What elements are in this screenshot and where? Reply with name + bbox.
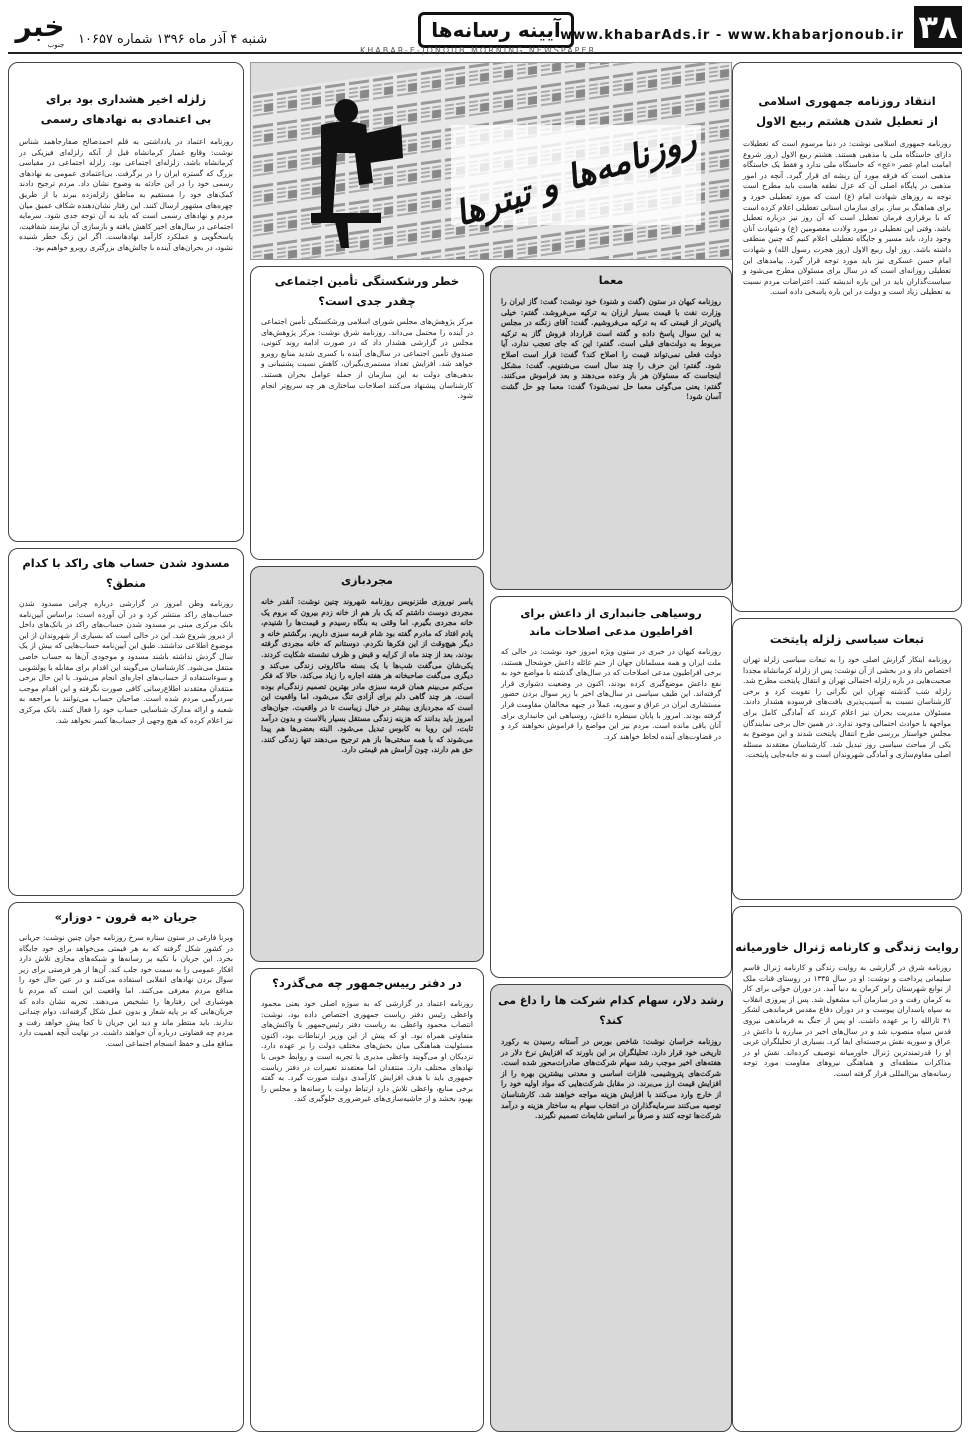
article-box-a6 (490, 984, 732, 1432)
article-title-a2: تبعات سیاسی زلزله پایتخت (769, 632, 925, 646)
article-box-a7 (250, 266, 484, 560)
article-body-a8: یاسر نوروزی طنزنویس روزنامه شهروند چنین نوشت: آنقدر خانه مجردی دوست داشتم که یک بار هم از خانه زدم بیرون که بروم یک خانه مجردی بگیرم. اما وقتی به بنگاه رسیدم و قیمت‌ها را شنیدم، یادم افتاد که مادرم گفته بود شام قرمه سبزی داریم. برگشتم خانه و دیگر هیچ‌وقت از این فکرها نکردم. دوستانم که خانه مجردی گرفته بودند، بعد از چند ماه از کرایه و قبض و ظرف نشسته شکایت کردند. یکی‌شان می‌گفت شب‌ها با یک بسته ماکارونی زندگی می‌کند و دیگری می‌گفت صاحبخانه هر هفته اجاره را زیاد می‌کند. حالا که فکر می‌کنم می‌بینم همان قرمه سبزی مادر بهترین تصمیم زندگی‌ام بوده است. هر چند گاهی دلم برای آزادی تنگ می‌شود، اما واقعیت این است که مجردبازی بیشتر در خیال زیباست تا در واقعیت. جوان‌های امروز باید بدانند که هزینه زندگی مستقل بسیار بالاست و بدون درآمد ثابت، این رویا به کابوس تبدیل می‌شود. البته بعضی‌ها هم پیدا می‌شوند که با همه سختی‌ها باز هم ترجیح می‌دهند تنها زندگی کنند. حق هم دارند، چون آرامش هم قیمتی دارد. (261, 597, 473, 755)
article-box-a4 (490, 266, 732, 590)
article-title-a7-line2: چقدر جدی است؟ (318, 294, 416, 308)
article-box-a5 (490, 596, 732, 978)
logo-text: خبر (15, 10, 65, 43)
article-body-a2: روزنامه ابتکار گزارش اصلی خود را به تبعات سیاسی زلزله تهران اختصاص داد و در بخشی از آن نوشت: پس از زلزله کرمانشاه مجددا صحبت‌هایی در باره زلزله احتمالی تهران و انتقال پایتخت مطرح شد. زلزله شب گذشته تهران این نگرانی را تقویت کرد و برخی کارشناسان نسبت به آسیب‌پذیری بافت‌های فرسوده هشدار دادند. مسئولان مدیریت بحران نیز اعلام کردند که آمادگی کامل برای مواجهه با حوادث احتمالی وجود ندارد. در همین حال برخی نمایندگان مجلس خواستار بررسی طرح انتقال پایتخت شدند و این موضوع به یکی از مباحث سیاسی روز تبدیل شد. کارشناسان معتقدند مسئله اصلی مقاوم‌سازی و آمادگی شهروندان است و نه جابه‌جایی پایتخت. (743, 655, 951, 760)
logo-sub-text: جنوب (47, 41, 65, 49)
article-title-a7-line1: خطر ورشکستگی تأمین اجتماعی (274, 274, 460, 288)
article-title-a4: معما (598, 274, 624, 287)
article-body-a5: روزنامه کیهان در خبری در ستون ویژه امروز خود نوشت: در حالی که ملت ایران و همه مسلمانان جهان از ختم غائله داعش خوشحال هستند، برخی افراطیون مدعی اصلاحات که در سال‌های گذشته با مواضع خود به نفع داعش موضع‌گیری کرده بودند، اکنون در وضعیت دشواری قرار گرفته‌اند. این طیف سیاسی در سال‌های اخیر با زیر سوال بردن حضور مستشاری ایران در عراق و سوریه، عملاً در جبهه مخالفان مقاومت قرار گرفته بودند. امروز با پایان سیطره داعش، روسیاهی این جانبداری برای آنان باقی مانده است. مردم نیز این مواضع را فراموش نخواهند کرد و در قضاوت‌های آینده لحاظ خواهند کرد. (501, 647, 721, 741)
article-body-a7: مرکز پژوهش‌های مجلس شورای اسلامی ورشکستگی تأمین اجتماعی در آینده را محتمل می‌داند. روزنامه شرق نوشت: مرکز پژوهش‌های مجلس در گزارشی هشدار داد که در صورت ادامه روند کنونی، صندوق تأمین اجتماعی در سال‌های آینده با کسری شدید منابع روبرو خواهد شد. افزایش تعداد مستمری‌بگیران، کاهش نسبت پشتیبانی و بدهی‌های دولت به این سازمان از جمله عوامل بحران هستند. کارشناسان پیشنهاد می‌کنند اصلاحات ساختاری هر چه سریع‌تر انجام شود. (261, 317, 473, 401)
article-title-a9: در دفتر رییس‌جمهور چه می‌گذرد؟ (272, 976, 462, 990)
article-title-a11: مسدود شدن حساب های راکد با کدام منطق؟ (22, 556, 230, 590)
article-body-a9: روزنامه اعتماد در گزارشی که به سوژه اصلی خود یعنی محمود واعظی رئیس دفتر ریاست جمهوری اختصاص داده بود، نوشت: انتصاب محمود واعظی به ریاست دفتر رئیس‌جمهور با واکنش‌های متفاوتی همراه بود. او که پیش از این وزیر ارتباطات بود، اکنون مسئولیت هماهنگی میان بخش‌های مختلف دولت را بر عهده دارد. نزدیکان او می‌گویند واعظی مدیری با تجربه است و روابط خوبی با نهادهای مختلف دارد. منتقدان اما معتقدند تغییرات در دفتر ریاست جمهوری باید با هدف افزایش کارآمدی دولت صورت گیرد. به گفته برخی منابع، واعظی تلاش دارد ارتباط دولت با رسانه‌ها و مجلس را بهبود بخشد و از حاشیه‌سازی‌های غیرضروری جلوگیری کند. (261, 999, 473, 1104)
article-title-a1-line1: انتقاد روزنامه جمهوری اسلامی (758, 94, 936, 108)
banner-image (250, 62, 732, 260)
article-title-a10-line1: زلزله اخیر هشداری بود برای (45, 92, 207, 106)
article-body-a6: روزنامه خراسان نوشت: شاخص بورس در آستانه رسیدن به رکورد تاریخی خود قرار دارد. تحلیلگران بر این باورند که افزایش نرخ دلار در هفته‌های اخیر موجب رشد سهام شرکت‌های صادرات‌محور شده است. شرکت‌های پتروشیمی، فلزات اساسی و معدنی بیشترین بهره را از افزایش قیمت ارز می‌برند. در مقابل شرکت‌هایی که مواد اولیه خود را از خارج وارد می‌کنند با افزایش هزینه مواجه خواهند شد. کارشناسان توصیه می‌کنند سرمایه‌گذاران در انتخاب سهام به ساختار هزینه و درآمد شرکت‌ها توجه کنند و صرفاً بر اساس شایعات تصمیم نگیرند. (501, 1037, 721, 1121)
page-number: ۳۸ (914, 6, 962, 48)
newspaper-logo (8, 6, 72, 50)
article-title-a8: مجردبازی (341, 574, 393, 587)
article-title-a6: رشد دلار، سهام کدام شرکت ها را داغ می کند؟ (498, 994, 724, 1027)
article-box-a10 (8, 62, 244, 542)
article-box-a11 (8, 548, 244, 896)
article-body-a10: روزنامه اعتماد در یادداشتی به قلم احمدصالح صفارجاهمد شناس نوشت: وقایع غمبار کرمانشاه قبل از آنکه زلزله‌ای فیزیکی در کرمانشاه باشد، زلزله‌ای اجتماعی بود. زلزله اجتماعی در مقیاسی بزرگ که گستره ایران را در برگرفت. بی‌اعتمادی عمومی به نهادهای رسمی خود را در این حادثه به وضوح نشان داد. مردم ترجیح دادند کمک‌های خود را مستقیم به مناطق زلزله‌زده ببرند یا از طریق چهره‌های مشهور ارسال کنند. این رفتار نشان‌دهنده شکاف عمیق میان مردم و نهادهای رسمی است که باید به آن توجه جدی شود. سرمایه اجتماعی در سال‌های اخیر کاهش یافته و بازسازی آن نیازمند شفافیت، پاسخگویی و عملکرد کارآمد نهادهاست. اگر این زنگ خطر شنیده نشود، در بحران‌های آینده با چالش‌های بزرگتری روبرو خواهیم بود. (19, 137, 233, 252)
article-box-a12 (8, 902, 244, 1432)
website-urls[interactable]: www.khabarAds.ir - www.khabarjonoub.ir (560, 28, 904, 43)
article-title-a10-line2: بی اعتمادی به نهادهای رسمی (40, 112, 212, 126)
article-box-a9 (250, 968, 484, 1432)
article-box-a8 (250, 566, 484, 962)
article-box-a2 (732, 618, 962, 900)
banner-caption: روزنامه‌ها و تیترها (450, 119, 702, 235)
article-title-a3: روایت زندگی و کارنامه ژنرال خاورمیانه (735, 940, 959, 954)
article-body-a3: روزنامه شرق در گزارشی به روایت زندگی و کارنامه ژنرال قاسم سلیمانی پرداخت و نوشت: او در سال ۱۳۳۵ در روستای قنات ملک از توابع شهرستان رابر کرمان به دنیا آمد. در دوران جوانی برای کار به کرمان رفت و در سازمان آب مشغول شد. پس از پیروزی انقلاب به سپاه پاسداران پیوست و در دوران دفاع مقدس فرماندهی لشکر ۴۱ ثارالله را بر عهده داشت. او پس از جنگ به فرماندهی نیروی قدس سپاه منصوب شد و در سال‌های اخیر در مبارزه با داعش در عراق و سوریه نقش برجسته‌ای ایفا کرد. بسیاری از تحلیلگران غربی او را قدرتمندترین ژنرال خاورمیانه توصیف کرده‌اند. نقش او در مذاکرات منطقه‌ای و هماهنگی نیروهای مقاومت مورد توجه رسانه‌های بین‌المللی قرار گرفته است. (743, 963, 951, 1078)
article-body-a11: روزنامه وطن امروز در گزارشی درباره چرایی مسدود شدن حساب‌های راکد منتشر کرد و در آن آورده است: براساس آیین‌نامه بانک مرکزی مبنی بر مسدود شدن حساب‌های راکد در بانک‌های داخل از دیروز شروع شد. این در حالی است که بسیاری از شهروندان از این موضوع اطلاعی نداشتند. طبق این آیین‌نامه حساب‌هایی که بیش از یک سال گردش نداشته باشند مسدود و موجودی آن‌ها به حساب خاصی منتقل می‌شود. کارشناسان می‌گویند این اقدام برای مقابله با پولشویی و سوءاستفاده از حساب‌های اجاره‌ای انجام می‌شود. با این حال برخی منتقدان معتقدند اطلاع‌رسانی کافی صورت نگرفته و این اقدام موجب سردرگمی مردم شده است. صاحبان حساب می‌توانند با مراجعه به شعبه و ارائه مدارک شناسایی حساب خود را فعال کنند. بانک مرکزی نیز اعلام کرده که هیچ وجهی از حساب‌ها کسر نخواهد شد. (19, 599, 233, 725)
banner-collage (251, 63, 731, 259)
article-box-a3 (732, 906, 962, 1432)
article-title-a1-line2: از تعطیل شدن هشتم ربیع الاول (756, 114, 938, 128)
article-body-a12: وبرنا فارغی در ستون ستاره سرخ روزنامه جوان چنین نوشت: جریانی در کشور شکل گرفته که به هر قیمتی می‌خواهد برای خود جایگاه بخرد. این جریان با تکیه بر رسانه‌ها و شبکه‌های مجازی تلاش دارد افکار عمومی را به سمت خود جلب کند. آن‌ها از هر فرصتی برای زیر سوال بردن نهادهای انقلابی استفاده می‌کنند و در عین حال خود را مدافع مردم معرفی می‌کنند. اما واقعیت این است که مردم با هوشیاری این رفتارها را تشخیص می‌دهند. تجربه نشان داده که جریان‌هایی که بر پایه شعار و بدون عمل شکل گرفته‌اند، دوام چندانی ندارند. باید منتظر ماند و دید این جریان تا کجا پیش خواهد رفت و مردم چه قضاوتی درباره آن خواهند داشت. در نهایت آنچه اهمیت دارد منافع ملی و حفظ انسجام اجتماعی است. (19, 933, 233, 1048)
english-name: KHABAR-E-JONOUB MORNING NEWSPAPER (360, 46, 597, 55)
article-title-a5: روسیاهی جانبداری از داعش برای افراطیون مدعی اصلاحات ماند (520, 607, 702, 638)
article-body-a1: روزنامه جمهوری اسلامی نوشت: در دنیا مرسوم است که تعطیلات دارای خاستگاه ملی یا مذهبی هستند. هشتم ربیع الاول (روز شروع امامت امام عصر «عج» که خاستگاه ملی ندارد و فقط یک خاستگاه مذهبی است که فرقه مورد آن ریشه ای قرار گیرد. آنچه در امور مذهبی در پایگاه اصلی آن که عزل نطفه هاست باید مطرح است توجه به روزهای شهادت امام (ع) است که مورد تعطیلی خورد و برای هماهنگ بر ساز. برای سازمان استانی تعطیلی اعلام کرده است که با برقراری فرمان تعطیل است که آن روز نیز درباره تعطیل باشد. وقتی این تعطیلی در مورد ولادت معصومین (ع) و شهادت آنان وجود دارد، باید مسیر و جایگاه تعطیلی اعلام کنیم که چنین منطقی داشته باشد. روز اول ربیع الاول (روز هجرت رسول الله) و شهادت امام حسن عسکری نیز باید مورد توجه قرار گیرد. پیامدهای این تعطیلی روزانه‌ای است که در سال برای مسئولان مطرح می‌شود و سیاست‌گذاران باید در این باره اندیشه کنند. اعتراضات مردم نسبت به تعطیلی زیاد است و دولت در این باره پاسخی داده است. (743, 139, 951, 297)
article-box-a1 (732, 62, 962, 612)
issue-date: شنبه ۴ آذر ماه ۱۳۹۶ شماره ۱۰۶۵۷ (78, 32, 268, 47)
section-title: آیینه رسانه‌ها (418, 12, 574, 48)
article-title-a12: جریان «به قرون - دوزار» (54, 910, 198, 924)
article-body-a4: روزنامه کیهان در ستون (گفت و شنود) خود نوشت: گفت: گاز ایران را وزارت نفت با قیمت بسیار ارزان به ترکیه می‌فروشد. گفتم: خیلی پائین‌تر از قیمتی که به ترکیه می‌فروشیم. گفت: آقای زنگنه در مجلس به این سوال پاسخ داده و گفته است قرارداد فروش گاز به ترکیه مربوط به دولت‌های قبلی است. گفتم: این که جای تعجب ندارد، آیا دولت فعلی نمی‌تواند قیمت را اصلاح کند؟ گفت: قرار است اصلاح شود. گفتم: این حرف را چند سال است می‌شنویم. گفت: مشکل اینجاست که مسئولان هر بار وعده می‌دهند و بعد فراموش می‌کنند. گفتم: یعنی می‌گوئی معما حل نمی‌شود؟ گفت: معما چو حل گشت آسان شود! (501, 297, 721, 402)
